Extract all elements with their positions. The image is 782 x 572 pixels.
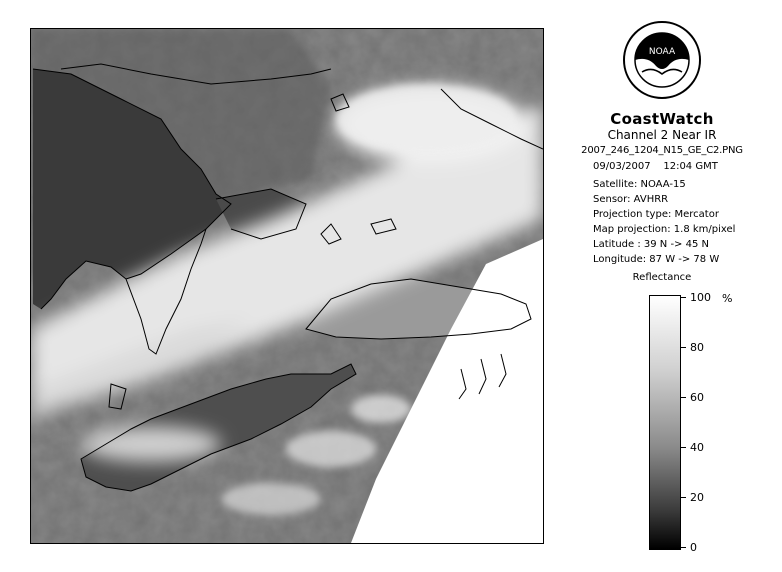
latitude-info: Latitude : 39 N -> 45 N [593,239,709,250]
longitude-info: Longitude: 87 W -> 78 W [593,254,720,265]
cloud-patch-ne [336,85,516,153]
colorbar-tick-label: 80 [690,341,704,354]
colorbar-tick-label: 100 [690,291,711,304]
noaa-seal-icon [622,20,702,100]
app-title: CoastWatch [610,110,714,128]
reflectance-colorbar [649,295,681,550]
colorbar-tick-label: 40 [690,441,704,454]
image-datetime: 09/03/2007 12:04 GMT [593,161,718,172]
colorbar-tick-label: 20 [690,491,704,504]
colorbar-tick-label: 0 [690,541,697,554]
satellite-info: Satellite: NOAA-15 [593,179,686,190]
colorbar-title: Reflectance [632,272,692,283]
colorbar-tick [680,447,686,448]
noaa-logo [622,20,702,100]
satellite-image-map [30,28,544,544]
colorbar-tick [680,297,686,298]
colorbar-tick [680,397,686,398]
channel-subtitle: Channel 2 Near IR [607,128,717,142]
satellite-image-canvas [31,29,543,543]
projection-type-info: Projection type: Mercator [593,209,719,220]
colorbar-tick [680,497,686,498]
colorbar-tick [680,347,686,348]
sensor-info: Sensor: AVHRR [593,194,669,205]
logo-text: NOAA [648,47,676,57]
image-filename: 2007_246_1204_N15_GE_C2.PNG [581,145,743,156]
colorbar-unit: % [722,292,733,305]
map-projection-info: Map projection: 1.8 km/pixel [593,224,736,235]
colorbar-tick-label: 60 [690,391,704,404]
colorbar-tick [680,547,686,548]
